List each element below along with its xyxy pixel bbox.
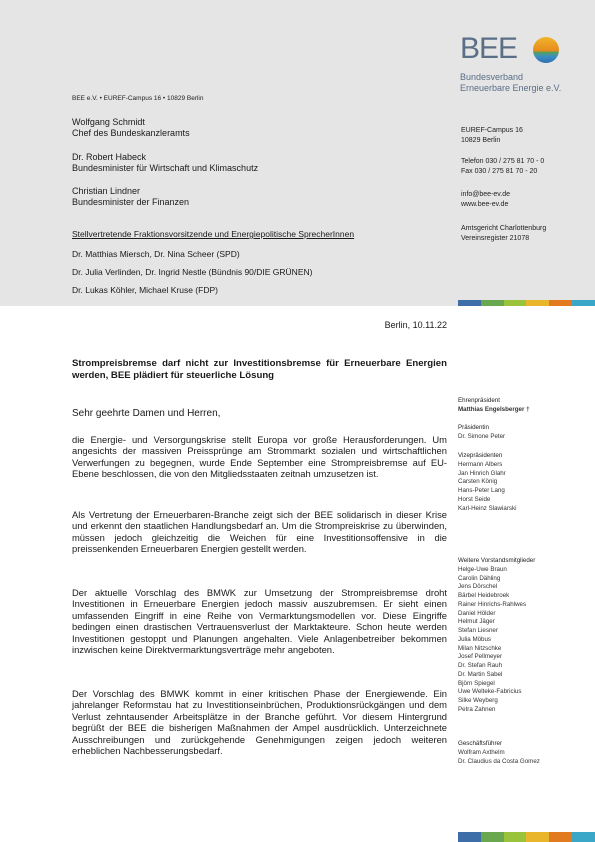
recipient-name: Wolfgang Schmidt [72, 117, 145, 127]
sidebar-name: Uwe Welteke-Fabricius [458, 688, 522, 696]
contact-register [461, 224, 546, 244]
logo-subtitle-line2: Erneuerbare Energie e.V. [460, 83, 562, 93]
sidebar-name: Bärbel Heidebroek [458, 592, 510, 599]
recipient-3 [72, 186, 189, 208]
sender-line: BEE e.V. • EUREF-Campus 16 • 10829 Berlin [72, 95, 204, 102]
stripe-segment [481, 832, 504, 842]
body-paragraph: die Energie- und Versorgungskrise stellt Europa vor große Herausforderungen. Um angesichts der massiven Preissprünge am Strommarkt sozialen und wirtschaftlichen Verwerfungen zu begegnen, wurde Ende September eine Strompreisbremse auf EU-Ebene beschlossen, die von den Mitgliedsstaaten zeitnah umzusetzen ist. [72, 434, 447, 480]
recipient-name: Dr. Robert Habeck [72, 152, 147, 162]
stripe-segment [572, 832, 595, 842]
sidebar-name: Dr. Simone Peter [458, 432, 506, 440]
contact-web [461, 190, 510, 210]
stripe-segment [481, 300, 504, 306]
recipients-line: Dr. Julia Verlinden, Dr. Ingrid Nestle (Bündnis 90/DIE GRÜNEN) [72, 267, 313, 277]
recipients-line: Dr. Matthias Miersch, Dr. Nina Scheer (SPD) [72, 249, 240, 259]
sidebar-name: Helmut Jäger [458, 618, 495, 626]
sidebar-name: Julia Möbus [458, 635, 492, 643]
sidebar-name: Dr. Stefan Rauh [458, 662, 503, 669]
recipient-1 [72, 117, 190, 139]
contact-address-line: EUREF-Campus 16 [461, 127, 523, 134]
sidebar-name: Wolfram Axthelm [458, 748, 505, 756]
recipient-name: Christian Lindner [72, 186, 141, 196]
stripe-segment [549, 832, 572, 842]
contact-phone: Telefon 030 / 275 81 70 - 0 [461, 158, 545, 165]
letter-date: Berlin, 10.11.22 [384, 320, 447, 330]
body-paragraph: Als Vertretung der Erneuerbaren-Branche zeigt sich der BEE solidarisch in dieser Krise und erkennt den staatlichen Handlungsbedarf an. Um die Strompreiskrise zu überwinden, müssen jedoch gleichzeitig die Weichen für eine Investitionsoffensive in die preissenkenden Erneuerbaren Energien gestellt werden. [72, 509, 447, 555]
recipient-title: Chef des Bundeskanzleramts [72, 128, 190, 138]
logo-subtitle-line1: Bundesverband [460, 72, 524, 82]
stripe-segment [549, 300, 572, 306]
sidebar-heading: Präsidentin [458, 424, 489, 431]
sidebar-name: Dr. Claudius da Costa Gomez [458, 757, 540, 765]
sidebar-managing-directors [458, 740, 573, 766]
sidebar-name: Hermann Albers [458, 460, 503, 468]
sidebar-honorary-president [458, 397, 573, 415]
sidebar-heading: Geschäftsführer [458, 740, 503, 747]
sidebar-name: Karl-Heinz Slawiarski [458, 504, 517, 512]
contact-address-line: 10829 Berlin [461, 137, 501, 144]
contact-fax: Fax 030 / 275 81 70 - 20 [461, 168, 538, 175]
contact-email[interactable]: info@bee-ev.de [461, 191, 511, 198]
body-paragraph: Der Vorschlag des BMWK kommt in einer kritischen Phase der Energiewende. Ein jahrelanger Reformstau hat zu Investitionseinbrüchen, Produktionsrückgängen und dem Verlust zehntausender Arbeitsplätze in der Branche geführt. Vor diesem Hintergrund begrüßt der BEE die bisherigen Maßnahmen der Ampel ausdrücklich. Unterzeichnete Ausschreibungen und zurückgehende Genehmigungen zeigen jedoch weiteren erheblichen Nachbesserungsbedarf. [72, 688, 447, 757]
sidebar-board-members [458, 557, 573, 715]
recipient-title: Bundesminister der Finanzen [72, 197, 190, 207]
contact-website[interactable]: www.bee-ev.de [461, 201, 509, 208]
recipient-2 [72, 152, 258, 174]
sidebar-name: Horst Seide [458, 495, 491, 503]
sidebar-name: Dr. Martin Sabel [458, 670, 503, 678]
sidebar-heading: Vizepräsidenten [458, 452, 503, 459]
stripe-segment [458, 832, 481, 842]
sun-icon [532, 36, 560, 64]
salutation: Sehr geehrte Damen und Herren, [72, 408, 221, 419]
sidebar-name: Jan Hinrich Glahr [458, 469, 506, 477]
header-stripe [458, 300, 595, 306]
contact-phone-fax [461, 157, 544, 177]
sidebar-heading: Weitere Vorstandsmitglieder [458, 557, 536, 564]
stripe-segment [526, 832, 549, 842]
sidebar-name: Rainer Hinrichs-Rahlwes [458, 600, 527, 608]
sidebar-vice-presidents [458, 452, 573, 513]
sidebar-name: Björn Spiegel [458, 679, 495, 687]
stripe-segment [572, 300, 595, 306]
sidebar-name: Stefan Liesner [458, 627, 498, 634]
stripe-segment [526, 300, 549, 306]
sidebar-name: Carsten König [458, 478, 498, 486]
sidebar-name: Jens Dörschel [458, 583, 498, 591]
sidebar-name: Daniel Hölder [458, 609, 496, 617]
contact-address [461, 126, 523, 146]
sidebar-president [458, 424, 573, 442]
sidebar-name: Helge-Uwe Braun [458, 565, 507, 573]
recipients-heading: Stellvertretende Fraktionsvorsitzende und Energiepolitische SprecherInnen [72, 229, 355, 239]
body-paragraph: Der aktuelle Vorschlag des BMWK zur Umsetzung der Strompreisbremse droht Investitionen in Erneuerbare Energien jedoch massiv auszubremsen. Er sieht einen umfassenden Eingriff in eine Reihe von Vermarktungsmodellen vor. Diese Eingriffe bedingen einen drastischen Vertrauensverlust der Marktakteure. Schon heute werden Investitionen gestoppt und Planungen angehalten. Viele Anlagenbetreiber bekommen inzwischen keine Direktvermarktungsverträge mehr angeboten. [72, 587, 447, 656]
contact-register-number: Vereinsregister 21078 [461, 235, 530, 242]
stripe-segment [504, 300, 527, 306]
logo-wordmark: BEE [460, 32, 518, 65]
sidebar-name: Matthias Engelsberger † [458, 405, 530, 413]
sidebar-name: Silke Weyberg [458, 697, 498, 704]
recipients-line: Dr. Lukas Köhler, Michael Kruse (FDP) [72, 285, 218, 295]
contact-court: Amtsgericht Charlottenburg [461, 225, 547, 232]
sidebar-heading: Ehrenpräsident [458, 397, 500, 404]
stripe-segment [504, 832, 527, 842]
sidebar-name: Carolin Dähling [458, 574, 501, 582]
sidebar-name: Hans-Peter Lang [458, 487, 505, 494]
sidebar-name: Petra Zahnen [458, 705, 496, 713]
logo-subtitle [460, 72, 561, 94]
sidebar-name: Milan Nitzschke [458, 644, 502, 652]
sidebar-name: Josef Pellmeyer [458, 653, 503, 661]
stripe-segment [458, 300, 481, 306]
recipient-title: Bundesminister für Wirtschaft und Klimaschutz [72, 163, 259, 173]
bee-logo [458, 34, 578, 96]
letter-subject: Strompreisbremse darf nicht zur Investitionsbremse für Erneuerbare Energien werden, BEE plädiert für steuerliche Lösung [72, 358, 447, 381]
footer-stripe [458, 832, 595, 842]
